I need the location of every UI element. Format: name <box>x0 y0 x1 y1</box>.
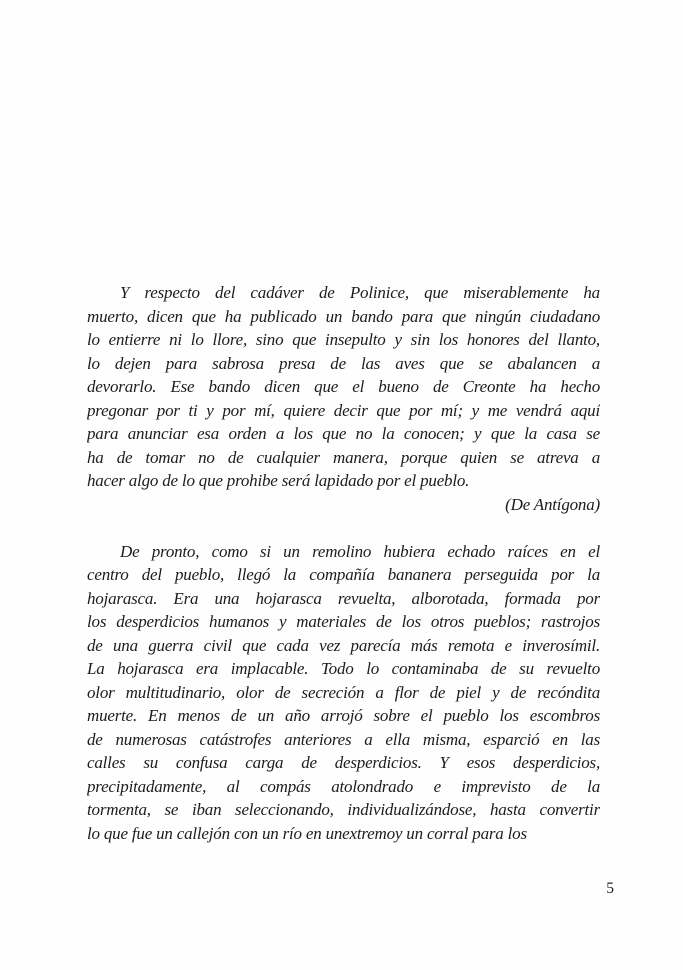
text-line: centro del pueblo, llegó la compañía bananera perseguida por la <box>87 565 600 584</box>
text-line: olor multitudinario, olor de secreción a flor de piel y de recóndita <box>87 682 600 702</box>
text-line: De pronto, como si un remolino hubiera echado raíces en el <box>120 541 600 561</box>
text-line: ha de tomar no de cualquier manera, porque quien se atreva a <box>87 447 600 467</box>
text-line: muerto, dicen que ha publicado un bando para que ningún ciudadano <box>87 306 600 326</box>
text-line: calles su confusa carga de desperdicios. Y esos desperdicios, <box>87 753 600 772</box>
text-line: hacer algo de lo que prohibe será lapidado por el pueblo. <box>87 471 470 490</box>
text-line: los desperdicios humanos y materiales de los otros pueblos; rastrojos <box>87 612 600 631</box>
text-line: lo entierre ni lo llore, sino que insepulto y sin los honores del llanto, <box>87 330 600 349</box>
paragraph-spacer <box>87 516 600 540</box>
text-line: devorarlo. Ese bando dicen que el bueno de Creonte ha hecho <box>87 377 600 396</box>
text-line: Y respecto del cadáver de Polinice, que miserablemente ha <box>120 283 600 302</box>
text-block <box>87 281 600 845</box>
page-number: 5 <box>606 880 614 897</box>
text-line: La hojarasca era implacable. Todo lo contaminaba de su revuelto <box>87 659 600 678</box>
text-line: tormenta, se iban seleccionando, individualizándose, hasta convertir <box>87 800 600 819</box>
text-line: muerte. En menos de un año arrojó sobre el pueblo los escombros <box>87 706 600 725</box>
epigraph-attribution: (De Antígona) <box>505 494 600 514</box>
text-line: de numerosas catástrofes anteriores a ella misma, esparció en las <box>87 729 600 749</box>
text-line: para anunciar esa orden a los que no la conocen; y que la casa se <box>87 424 600 443</box>
text-line: de una guerra civil que cada vez parecía más remota e inverosímil. <box>87 635 600 655</box>
text-line: hojarasca. Era una hojarasca revuelta, alborotada, formada por <box>87 588 600 608</box>
text-line: precipitadamente, al compás atolondrado e imprevisto de la <box>87 776 600 796</box>
text-line: lo que fue un callejón con un río en unextremoy un corral para los <box>87 823 527 843</box>
text-line: pregonar por ti y por mí, quiere decir que por mí; y me vendrá aquí <box>87 400 600 420</box>
body-paragraph <box>87 540 600 846</box>
epigraph-paragraph <box>87 281 600 493</box>
text-line: lo dejen para sabrosa presa de las aves que se abalancen a <box>87 353 600 373</box>
